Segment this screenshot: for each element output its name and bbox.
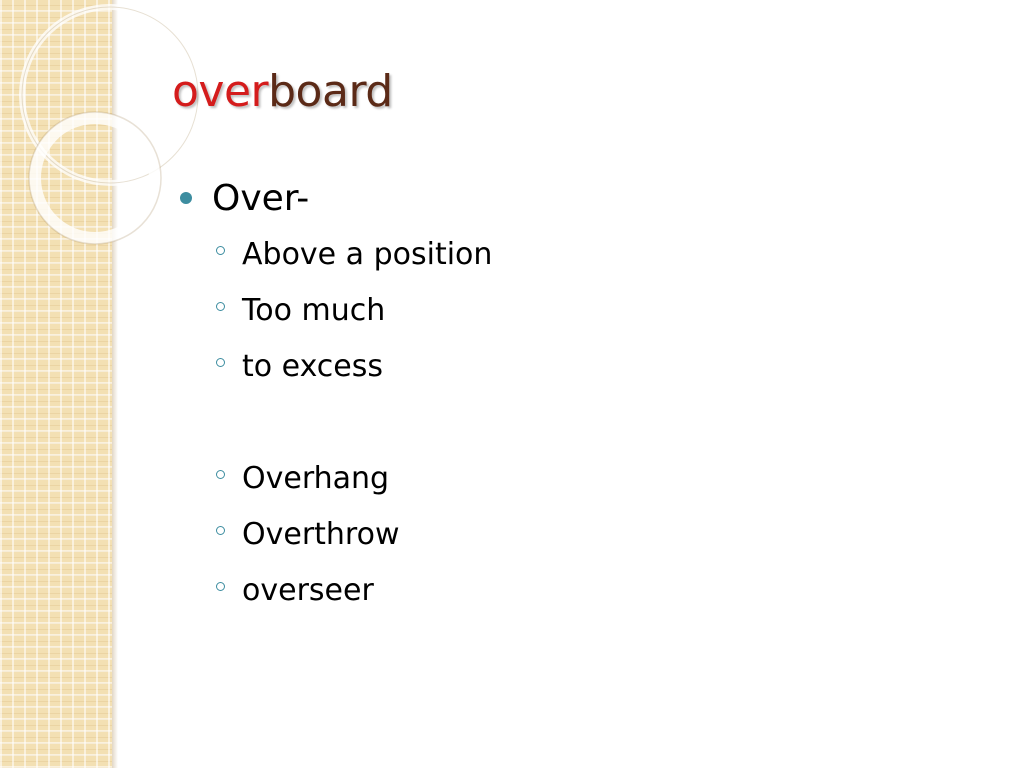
decorative-side-panel bbox=[0, 0, 112, 768]
bullet-label: Over- bbox=[212, 177, 310, 219]
sub-bullet-label: overseer bbox=[242, 572, 374, 608]
sub-bullet-list bbox=[180, 226, 960, 618]
side-panel-edge bbox=[112, 0, 118, 768]
slide-title bbox=[172, 66, 393, 117]
sub-bullet-item bbox=[216, 282, 960, 338]
circle-bullet-icon bbox=[216, 358, 225, 367]
circle-bullet-icon bbox=[216, 470, 225, 479]
sub-bullet-item bbox=[216, 506, 960, 562]
sub-bullet-label: Overhang bbox=[242, 460, 390, 496]
sub-bullet-item bbox=[216, 338, 960, 394]
sub-bullet-label: Above a position bbox=[242, 236, 493, 272]
bullet-dot-icon bbox=[180, 192, 192, 204]
circle-bullet-icon bbox=[216, 246, 225, 255]
sub-bullet-label: to excess bbox=[242, 348, 384, 384]
bullet-over bbox=[180, 170, 960, 226]
title-prefix: over bbox=[172, 66, 269, 117]
title-suffix: board bbox=[268, 66, 393, 117]
circle-bullet-icon bbox=[216, 302, 225, 311]
sub-bullet-item bbox=[216, 562, 960, 618]
sub-bullet-label: Too much bbox=[242, 292, 386, 328]
sub-bullet-item bbox=[216, 450, 960, 506]
circle-bullet-icon bbox=[216, 526, 225, 535]
circle-bullet-icon bbox=[216, 582, 225, 591]
sub-bullet-label: Overthrow bbox=[242, 516, 400, 552]
slide-content bbox=[180, 170, 960, 618]
sub-bullet-item bbox=[216, 226, 960, 282]
blank-line bbox=[180, 394, 960, 450]
